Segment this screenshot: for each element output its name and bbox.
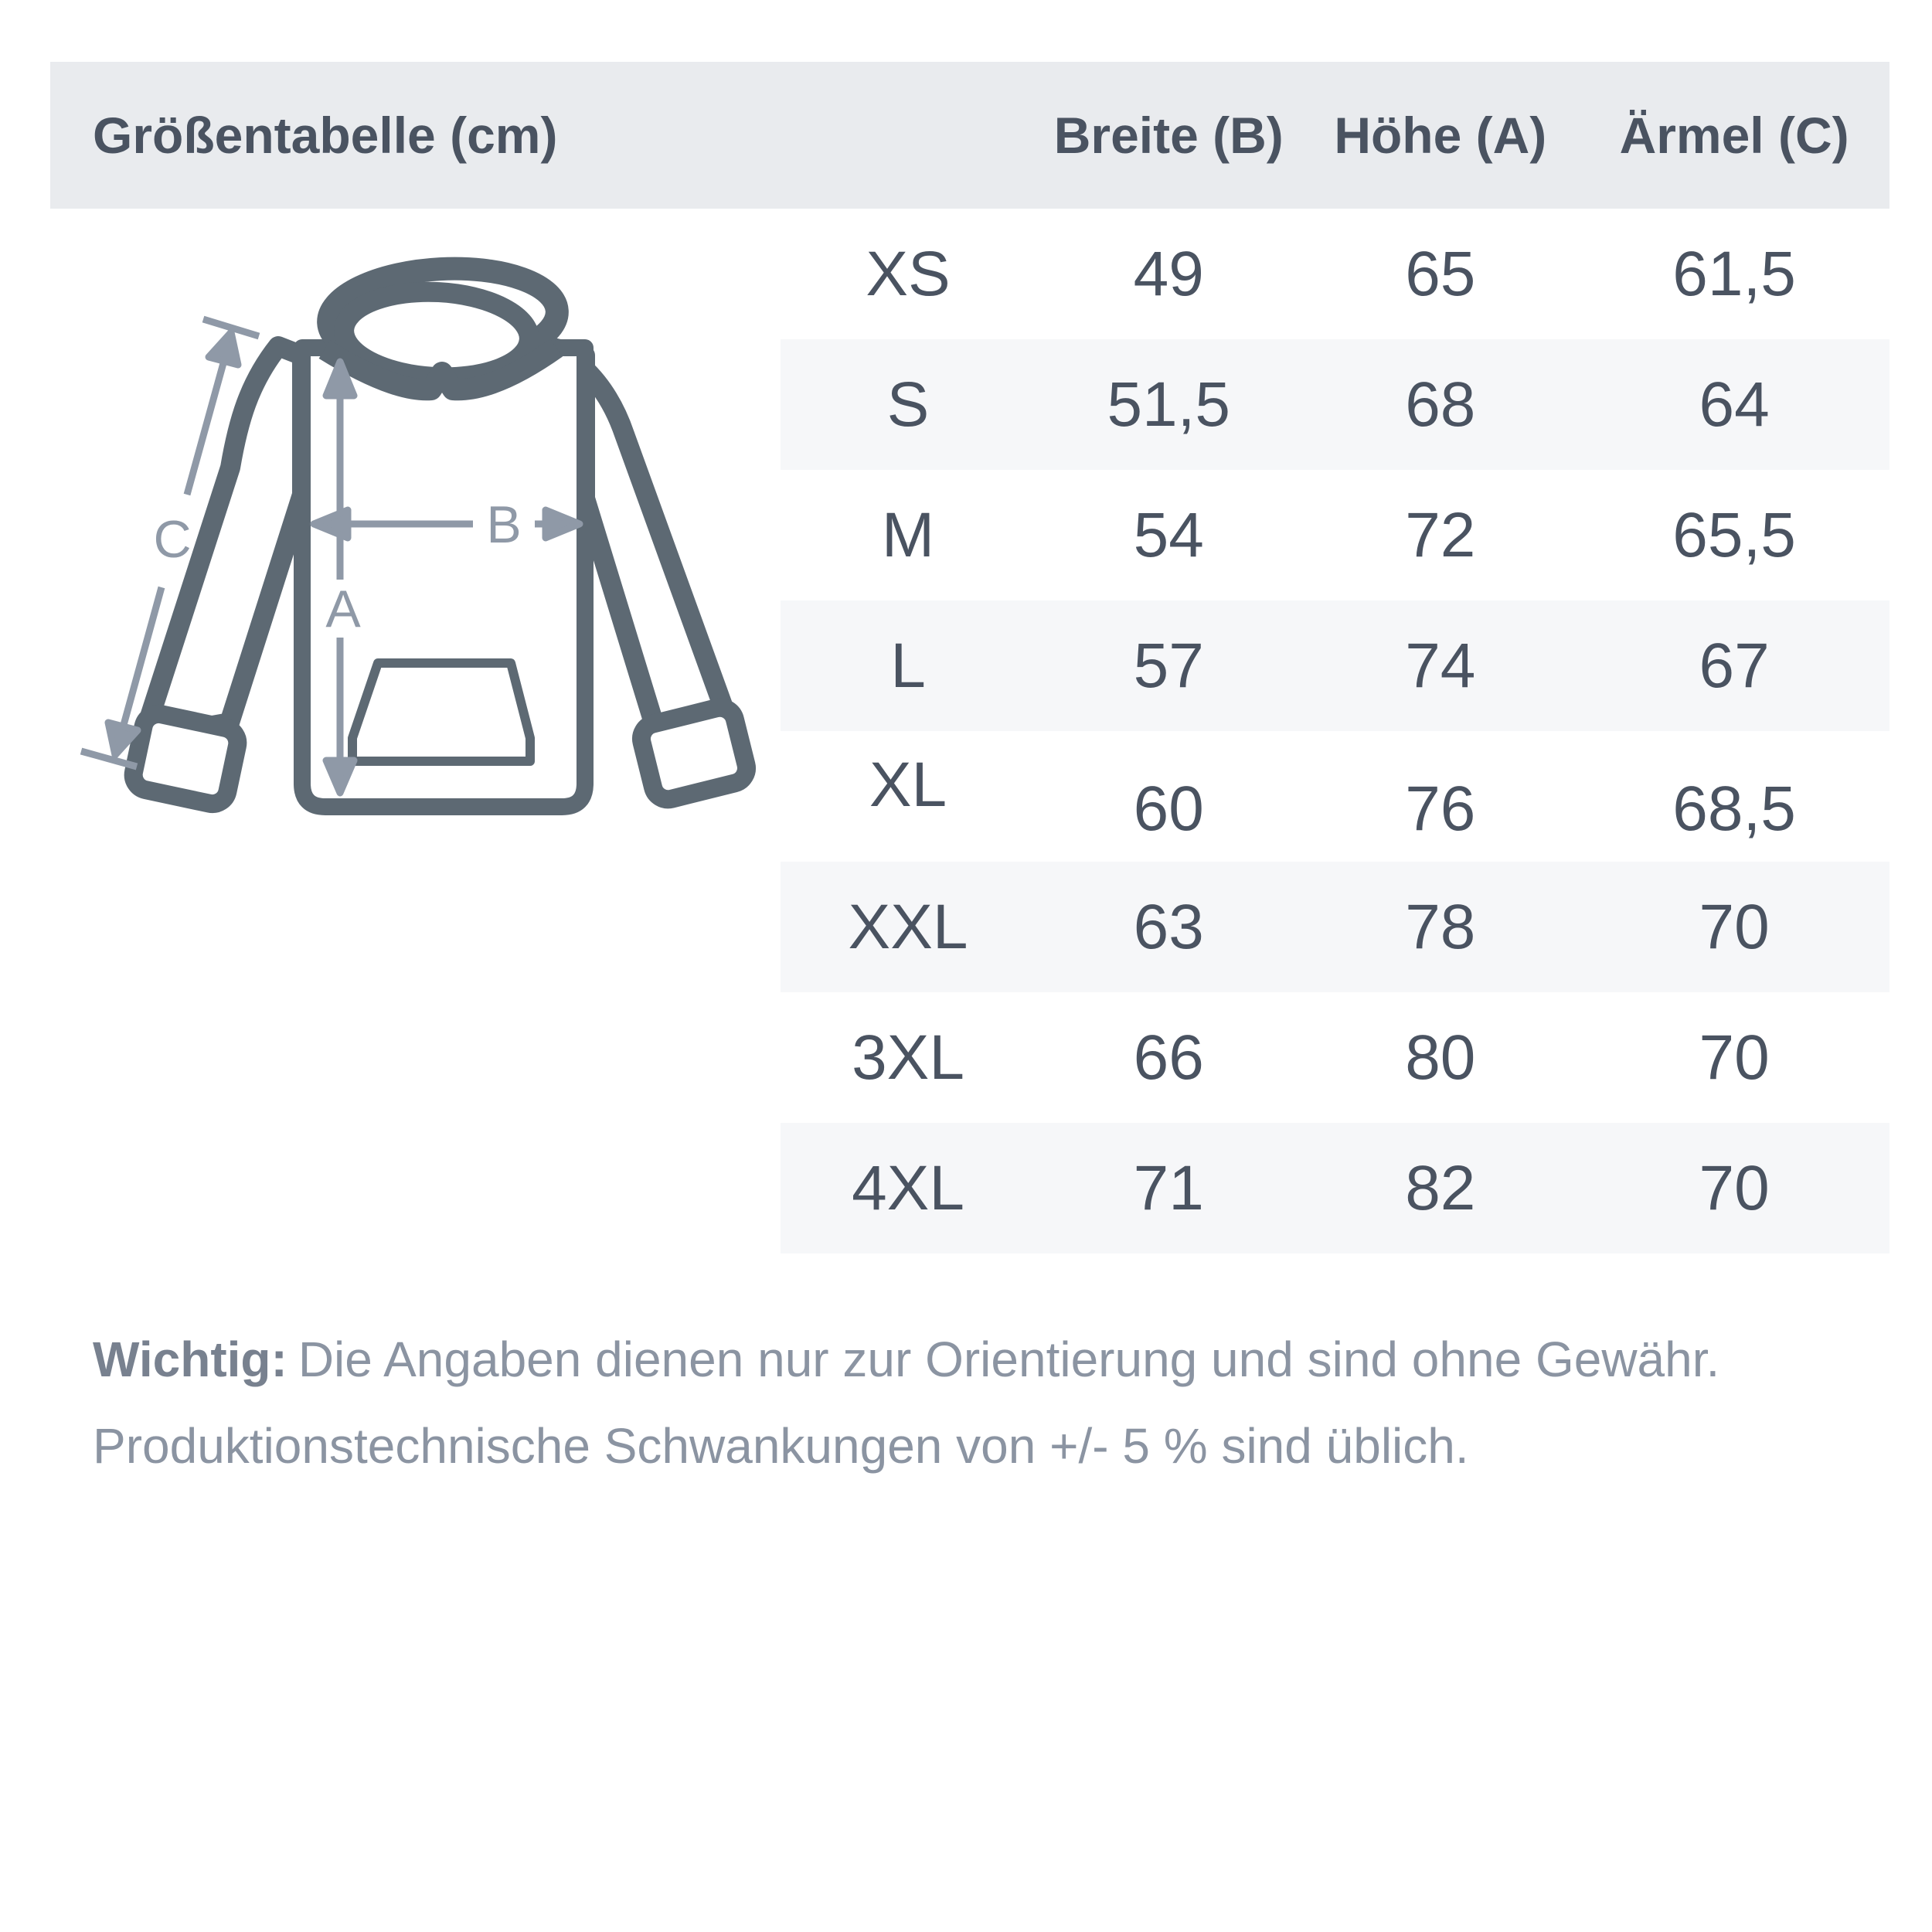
breite-value: 54 [1133,499,1204,570]
aermel-value: 67 [1699,630,1770,701]
aermel-value: 65,5 [1672,499,1796,570]
hoodie-hood [325,263,560,389]
size-label: XL [869,749,947,820]
column-header-aermel: Ärmel (C) [1619,107,1849,164]
hoodie-measurement-diagram [46,232,819,835]
table-row [781,1123,1889,1253]
size-label: M [881,499,935,570]
disclaimer-emphasis: Wichtig: [93,1332,287,1387]
table-header [50,62,1889,209]
hoehe-value: 74 [1405,630,1476,701]
measure-label-b: B [486,495,522,554]
measure-label-c: C [153,510,192,569]
hoodie-right-cuff [638,704,750,802]
breite-value: 60 [1133,773,1204,844]
breite-value: 57 [1133,630,1204,701]
size-label: XS [866,238,951,309]
hoehe-value: 65 [1405,238,1476,309]
aermel-value: 64 [1699,369,1770,440]
aermel-value: 68,5 [1672,773,1796,844]
hoehe-value: 82 [1405,1152,1476,1223]
disclaimer-text-1: Die Angaben dienen nur zur Orientierung und sind ohne Gewähr. [298,1332,1720,1387]
breite-value: 71 [1133,1152,1204,1223]
breite-value: 51,5 [1107,369,1231,440]
aermel-value: 61,5 [1672,238,1796,309]
size-label: 3XL [852,1022,964,1093]
hoehe-value: 78 [1405,891,1476,962]
hoodie-left-cuff [131,711,240,807]
table-row [781,600,1889,731]
table-row [781,209,1889,339]
size-label: 4XL [852,1152,964,1223]
arrow-c-head-up [209,332,238,365]
table-row [781,470,1889,600]
size-label: S [886,369,930,440]
breite-value: 66 [1133,1022,1204,1093]
hoodie-pocket [352,663,530,761]
size-label: L [890,630,926,701]
hoehe-value: 68 [1405,369,1476,440]
breite-value: 63 [1133,891,1204,962]
size-label: XXL [848,891,968,962]
disclaimer-line-2: Produktionstechnische Schwankungen von +/- 5 % sind üblich. [93,1418,1469,1474]
hoehe-value: 76 [1405,773,1476,844]
hoehe-value: 72 [1405,499,1476,570]
table-row [781,339,1889,470]
aermel-value: 70 [1699,1152,1770,1223]
disclaimer-line-1 [93,1316,1870,1403]
measure-label-a: A [325,580,361,638]
table-row [781,992,1889,1123]
table-row [781,731,1889,862]
aermel-value: 70 [1699,1022,1770,1093]
column-header-hoehe: Höhe (A) [1334,107,1547,164]
column-header-breite: Breite (B) [1053,107,1284,164]
page-title: Größentabelle (cm) [93,107,558,164]
breite-value: 49 [1133,238,1204,309]
hoehe-value: 80 [1405,1022,1476,1093]
table-row [781,862,1889,992]
aermel-value: 70 [1699,891,1770,962]
disclaimer-note [93,1316,1870,1489]
column-headers [781,62,1889,209]
size-table [781,209,1889,1253]
